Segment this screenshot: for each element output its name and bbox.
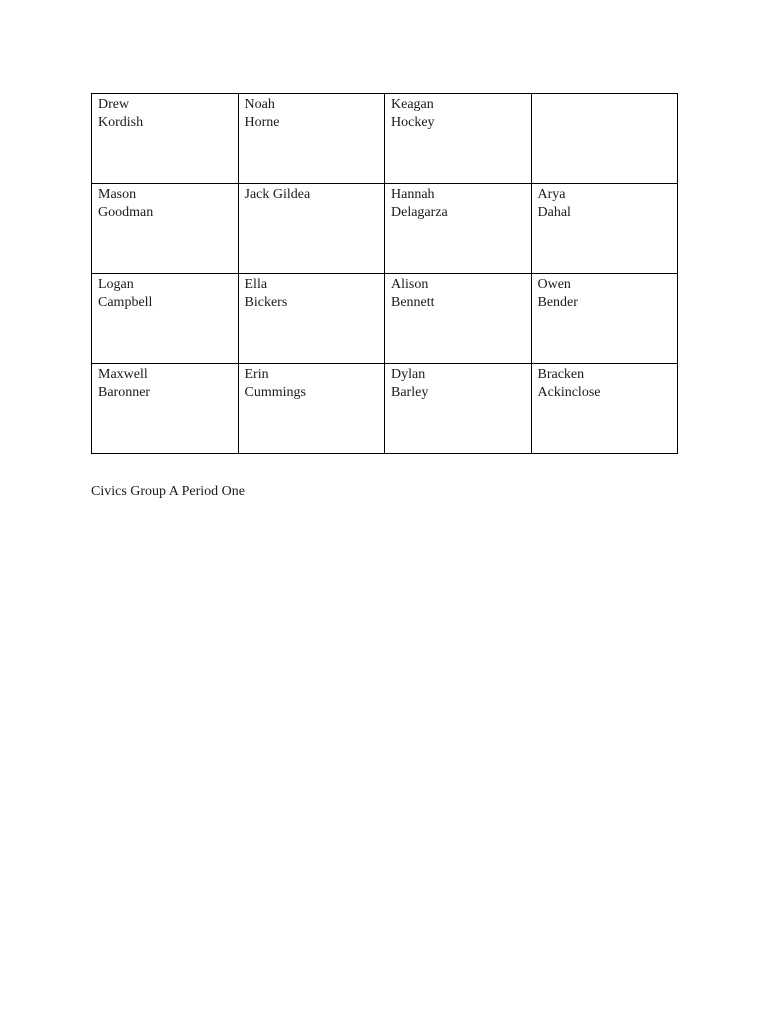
table-cell — [92, 184, 239, 274]
student-name: Bracken Ackinclose — [537, 367, 601, 400]
table-cell — [385, 274, 532, 364]
student-name: Logan Campbell — [98, 277, 153, 310]
student-name: Alison Bennett — [391, 277, 435, 310]
table-row — [92, 184, 678, 274]
table-cell — [238, 274, 385, 364]
seating-chart-table — [91, 93, 678, 454]
table-cell — [238, 94, 385, 184]
table-cell — [385, 94, 532, 184]
table-cell — [531, 364, 678, 454]
table-cell — [531, 94, 678, 184]
student-name: Mason Goodman — [98, 187, 154, 220]
student-name: Ella Bickers — [244, 277, 288, 310]
table-cell — [531, 184, 678, 274]
student-name: Drew Kordish — [98, 97, 144, 130]
student-name: Noah Horne — [244, 97, 280, 130]
student-name: Dylan Barley — [391, 367, 429, 400]
student-name: Owen Bender — [537, 277, 578, 310]
table-cell — [92, 94, 239, 184]
table-cell — [238, 364, 385, 454]
group-caption: Civics Group A Period One — [91, 484, 245, 499]
table-cell — [531, 274, 678, 364]
table-cell — [385, 364, 532, 454]
student-name: Erin Cummings — [244, 367, 306, 400]
table-cell — [92, 364, 239, 454]
student-name: Jack Gildea — [244, 187, 311, 202]
table-cell — [238, 184, 385, 274]
student-name: Keagan Hockey — [391, 97, 435, 130]
student-name: Hannah Delagarza — [391, 187, 448, 220]
table-cell — [92, 274, 239, 364]
student-name: Maxwell Baronner — [98, 367, 151, 400]
student-name: Arya Dahal — [537, 187, 571, 220]
table-row — [92, 364, 678, 454]
table-row — [92, 94, 678, 184]
table-cell — [385, 184, 532, 274]
table-row — [92, 274, 678, 364]
